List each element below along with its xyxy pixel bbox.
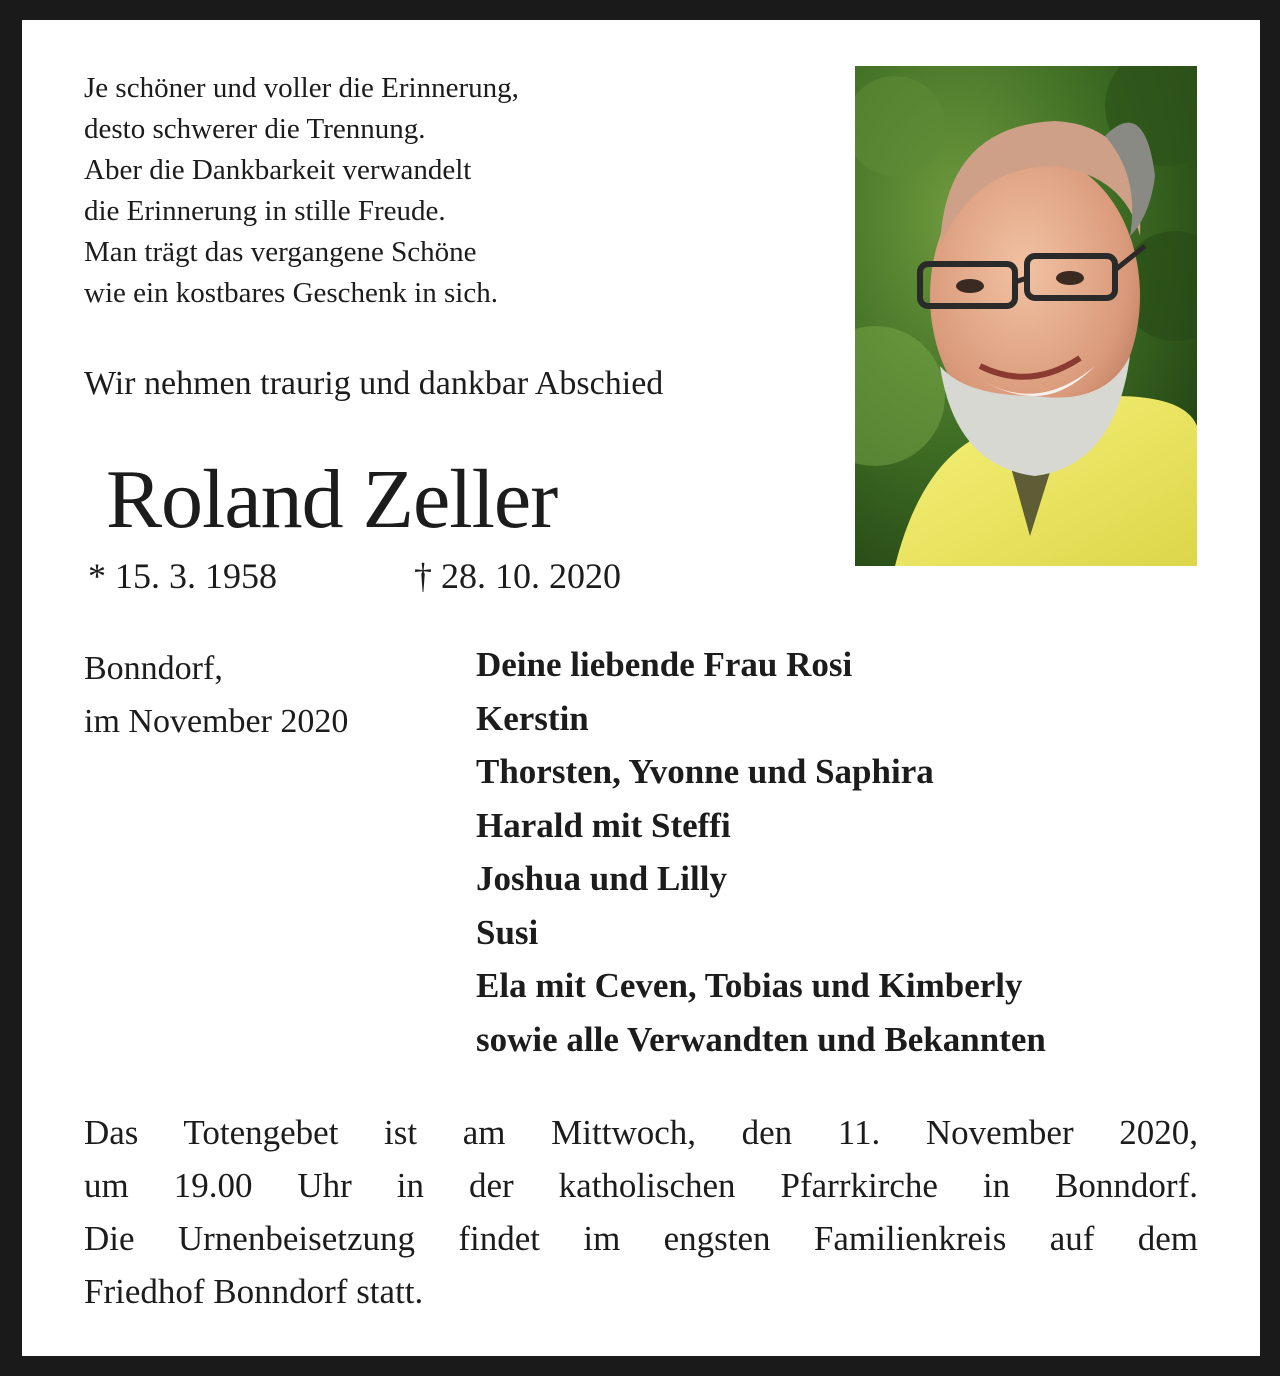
mourner-line: Kerstin (476, 698, 589, 738)
mourner-line: Joshua und Lilly (476, 859, 727, 898)
poem-line: wie ein kostbares Geschenk in sich. (84, 277, 498, 309)
birth-date: * 15. 3. 1958 (88, 556, 277, 596)
funeral-notice (84, 1106, 1198, 1318)
mourner-line: Harald mit Steffi (476, 805, 731, 845)
notice-line: um 19.00 Uhr in der katholischen Pfarrkirche in Bonndorf. (84, 1166, 1198, 1205)
mourner-line: Susi (476, 912, 539, 952)
mourner-line: Thorsten, Yvonne und Saphira (476, 752, 934, 791)
death-date: † 28. 10. 2020 (414, 556, 621, 596)
mourner-line: Deine liebende Frau Rosi (476, 645, 853, 684)
notice-line: Das Totengebet ist am Mittwoch, den 11. November 2020, (84, 1113, 1198, 1152)
poem-line: desto schwerer die Trennung. (84, 113, 426, 145)
notice-line: Die Urnenbeisetzung findet im engsten Familienkreis auf dem (84, 1219, 1198, 1258)
poem-line: Aber die Dankbarkeit verwandelt (84, 154, 472, 186)
poem-line: Man trägt das vergangene Schöne (84, 236, 477, 268)
poem-line: Je schöner und voller die Erinnerung, (84, 72, 519, 104)
obituary-card (22, 20, 1260, 1356)
mourner-line: sowie alle Verwandten und Bekannten (476, 1019, 1046, 1059)
place-line: Bonndorf, (84, 650, 223, 687)
poem-line: die Erinnerung in stille Freude. (84, 195, 446, 227)
poem (84, 68, 519, 314)
portrait-photo (855, 66, 1197, 566)
place-date (84, 642, 348, 748)
mourners-list (476, 638, 1046, 1066)
deceased-name: Roland Zeller (106, 453, 558, 546)
date-line: im November 2020 (84, 703, 349, 740)
farewell-line: Wir nehmen traurig und dankbar Abschied (84, 365, 664, 402)
mourner-line: Ela mit Ceven, Tobias und Kimberly (476, 966, 1023, 1005)
notice-line: Friedhof Bonndorf statt. (84, 1272, 424, 1311)
